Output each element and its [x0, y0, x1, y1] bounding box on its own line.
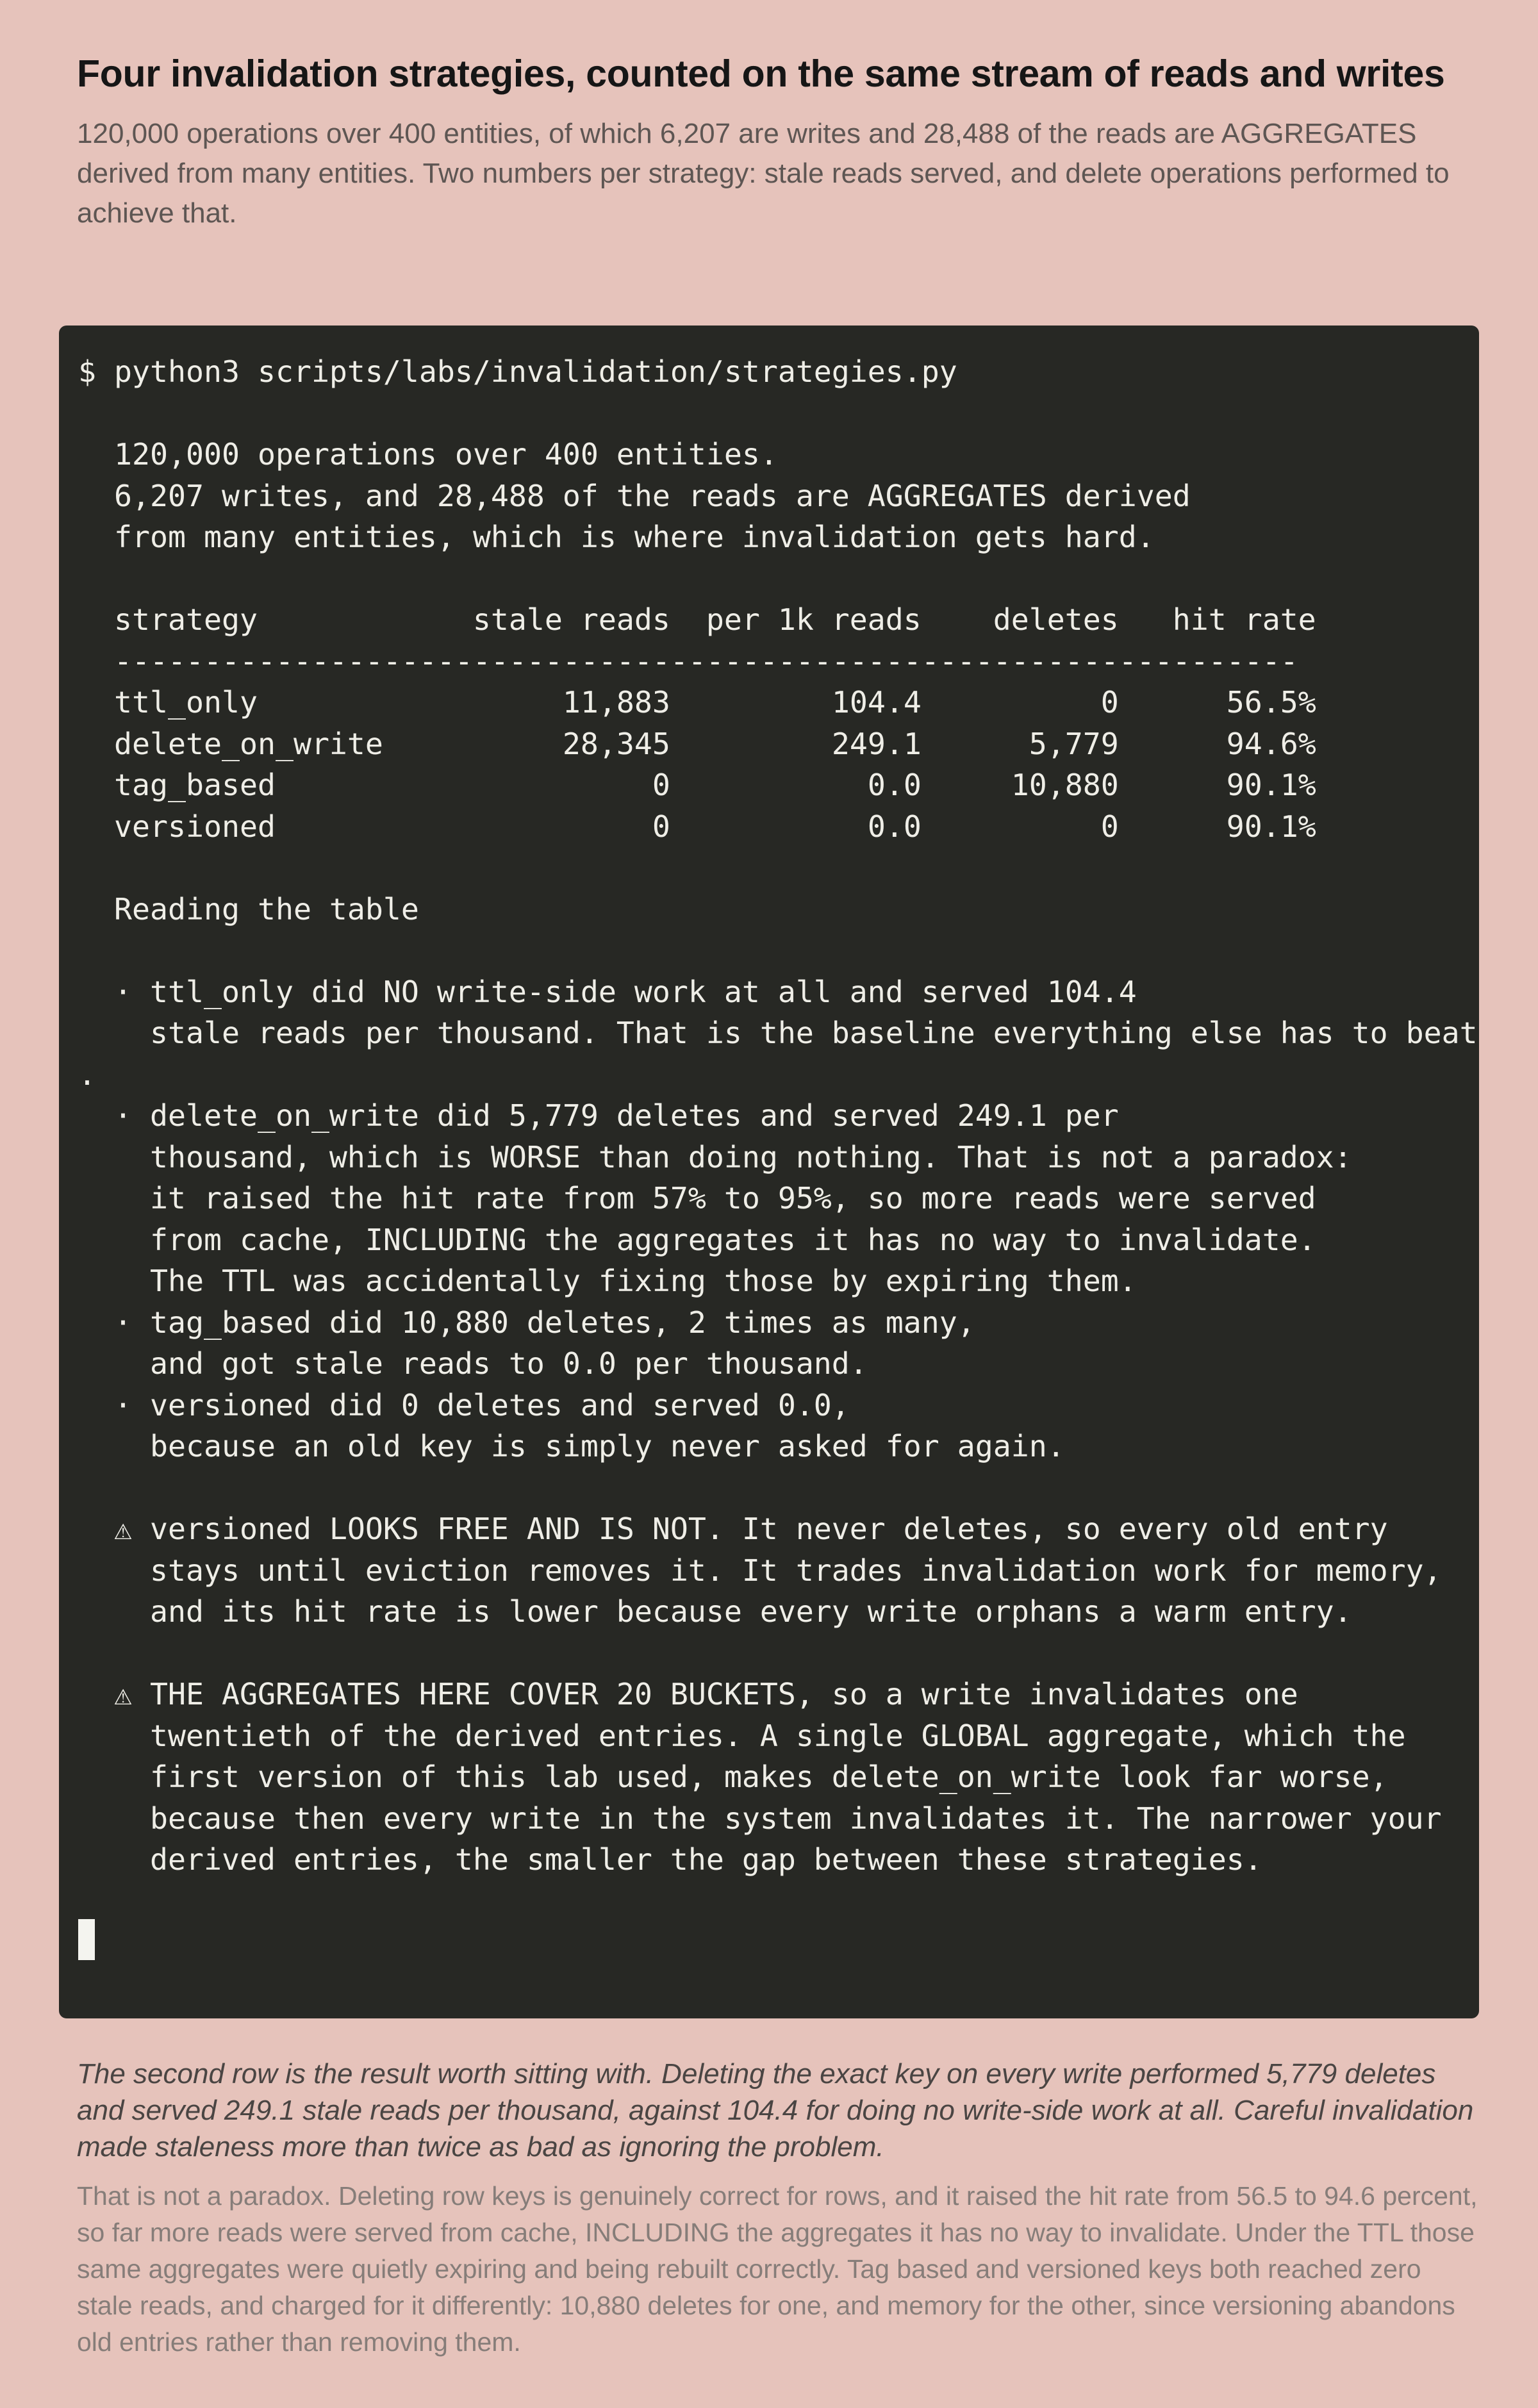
warning-line: derived entries, the smaller the gap between these strategies. [78, 1842, 1262, 1877]
table-rule: ------------------------------------------------------------------ [78, 643, 1298, 679]
table-row [78, 685, 1316, 720]
note-line: · tag_based did 10,880 deletes, 2 times as many, [78, 1305, 975, 1340]
per-1k-cell: 0.0 [670, 768, 922, 802]
strategy-cell: ttl_only [78, 685, 437, 720]
per-1k-cell: 249.1 [670, 726, 922, 761]
page-title: Four invalidation strategies, counted on the same stream of reads and writes [77, 53, 1445, 95]
table-row [78, 809, 1316, 844]
deletes-cell: 0 [921, 809, 1119, 844]
note-line: thousand, which is WORSE than doing nothing. That is not a paradox: [78, 1139, 1352, 1175]
stale-reads-cell: 11,883 [436, 685, 670, 720]
table-row [78, 768, 1316, 802]
footer-body: That is not a paradox. Deleting row keys is genuinely correct for rows, and it raised the hit rate from 56.5 to 94.6 percent, so far more reads were served from cache, INCLUDING the aggregates it has no way to invalidate. Under the TTL those same aggregates were quietly expiring and being rebuilt correctly. Tag based and versioned keys both reached zero stale reads, and charged for it differently: 10,880 deletes for one, and memory for the other, since versioning abandons old entries rather than removing them. [77, 2181, 1478, 2357]
terminal-command: $ python3 scripts/labs/invalidation/strategies.py [78, 354, 957, 389]
footer-lead: The second row is the result worth sitting with. Deleting the exact key on every write performed 5,779 deletes and served 249.1 stale reads per thousand, against 104.4 for doing no write-side work at all. Careful invalidation made staleness more than twice as bad as ignoring the problem. [77, 2058, 1474, 2163]
warning-line: twentieth of the derived entries. A single GLOBAL aggregate, which the [78, 1718, 1406, 1753]
deletes-cell: 0 [921, 685, 1119, 720]
note-line: · ttl_only did NO write-side work at all and served 104.4 [78, 974, 1137, 1009]
note-line: · versioned did 0 deletes and served 0.0, [78, 1387, 850, 1423]
page-subtitle: 120,000 operations over 400 entities, of which 6,207 are writes and 28,488 of the reads are AGGREGATES derived from many entities. Two numbers per strategy: stale reads served, and delete operations performed to achieve that. [77, 118, 1450, 229]
stale-reads-cell: 28,345 [436, 726, 670, 761]
strategy-cell: tag_based [78, 768, 437, 802]
strategy-cell: delete_on_write [78, 726, 437, 761]
hit-rate-cell: 94.6% [1118, 726, 1316, 761]
reading-heading: Reading the table [78, 891, 419, 927]
per-1k-cell: 104.4 [670, 685, 922, 720]
terminal-cursor [78, 1919, 95, 1960]
note-line: and got stale reads to 0.0 per thousand. [78, 1346, 868, 1381]
page-header [77, 50, 1487, 233]
stale-reads-cell: 0 [436, 809, 670, 844]
per-1k-cell: 0.0 [670, 809, 922, 844]
warning-line: and its hit rate is lower because every write orphans a warm entry. [78, 1594, 1352, 1629]
hit-rate-cell: 90.1% [1118, 768, 1316, 802]
terminal-window[interactable] [59, 326, 1479, 2018]
note-line: The TTL was accidentally fixing those by expiring them. [78, 1264, 1137, 1298]
warning-line: because then every write in the system invalidates it. The narrower your [78, 1801, 1442, 1836]
page-footer [77, 2056, 1480, 2361]
hit-rate-cell: 90.1% [1118, 809, 1316, 844]
stale-reads-cell: 0 [436, 768, 670, 802]
deletes-cell: 5,779 [921, 726, 1119, 761]
warning-line: first version of this lab used, makes delete_on_write look far worse, [78, 1760, 1388, 1794]
intro-line: 6,207 writes, and 28,488 of the reads are AGGREGATES derived [78, 478, 1191, 513]
strategy-cell: versioned [78, 809, 437, 844]
table-header: strategy stale reads per 1k reads deletes hit rate [78, 602, 1316, 637]
warning-line: ⚠ versioned LOOKS FREE AND IS NOT. It never deletes, so every old entry [78, 1512, 1388, 1546]
table-row [78, 727, 1316, 761]
terminal-output [78, 351, 1478, 1881]
note-line: it raised the hit rate from 57% to 95%, so more reads were served [78, 1181, 1316, 1216]
warning-line: stays until eviction removes it. It trades invalidation work for memory, [78, 1553, 1442, 1588]
hit-rate-cell: 56.5% [1118, 685, 1316, 720]
note-line: stale reads per thousand. That is the baseline everything else has to beat [78, 1016, 1478, 1050]
intro-line: from many entities, which is where invalidation gets hard. [78, 520, 1155, 554]
note-line: because an old key is simply never asked for again. [78, 1429, 1065, 1464]
results-table-body [78, 685, 1316, 844]
warning-line: ⚠ THE AGGREGATES HERE COVER 20 BUCKETS, so a write invalidates one [78, 1677, 1298, 1711]
note-line: · delete_on_write did 5,779 deletes and served 249.1 per [78, 1098, 1119, 1133]
note-line: from cache, INCLUDING the aggregates it has no way to invalidate. [78, 1222, 1316, 1257]
note-line: . [78, 1057, 96, 1092]
intro-line: 120,000 operations over 400 entities. [78, 437, 778, 472]
deletes-cell: 10,880 [921, 768, 1119, 802]
